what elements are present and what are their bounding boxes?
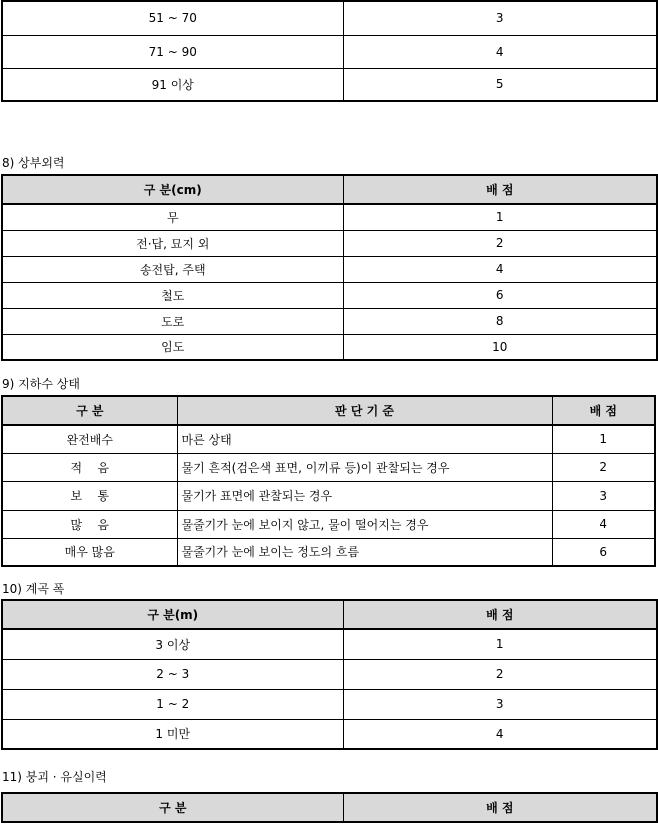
range-cell: 71 ~ 90 xyxy=(2,35,343,68)
table-section-10 xyxy=(1,599,658,750)
table-row xyxy=(2,481,655,510)
table-row xyxy=(2,510,655,538)
score-cell: 3 xyxy=(343,1,657,35)
label-cell: 매우 많음 xyxy=(2,538,177,566)
label-cell: 전·답, 묘지 외 xyxy=(2,230,343,256)
table-row xyxy=(2,256,657,282)
table-row xyxy=(2,204,657,230)
range-cell: 91 이상 xyxy=(2,68,343,101)
table-row xyxy=(2,1,657,35)
criteria-cell: 물줄기가 눈에 보이는 정도의 흐름 xyxy=(177,538,552,566)
header-criteria: 판 단 기 준 xyxy=(177,396,552,425)
table-row xyxy=(2,689,657,719)
score-cell: 6 xyxy=(343,282,657,308)
range-cell: 51 ~ 70 xyxy=(2,1,343,35)
score-cell: 1 xyxy=(552,425,655,453)
score-cell: 1 xyxy=(343,204,657,230)
score-cell: 8 xyxy=(343,308,657,334)
header-score: 배 점 xyxy=(343,175,657,204)
label-cell: 많 음 xyxy=(2,510,177,538)
section-10-title: 10) 계곡 폭 xyxy=(2,582,65,596)
header-score: 배 점 xyxy=(343,600,657,629)
table-row xyxy=(2,282,657,308)
label-cell: 도로 xyxy=(2,308,343,334)
header-category: 구 분(cm) xyxy=(2,175,343,204)
table-row xyxy=(2,629,657,659)
section-9-title: 9) 지하수 상태 xyxy=(2,377,80,391)
section-11-title: 11) 붕괴 · 유실이력 xyxy=(2,770,107,784)
table-row xyxy=(2,659,657,689)
table-row xyxy=(2,538,655,566)
table-header-row xyxy=(2,396,655,425)
header-category: 구 분(m) xyxy=(2,600,343,629)
criteria-cell: 물줄기가 눈에 보이지 않고, 물이 떨어지는 경우 xyxy=(177,510,552,538)
table-row xyxy=(2,308,657,334)
score-cell: 10 xyxy=(343,334,657,360)
header-score: 배 점 xyxy=(552,396,655,425)
table-section-8 xyxy=(1,174,658,361)
label-cell: 완전배수 xyxy=(2,425,177,453)
label-cell: 임도 xyxy=(2,334,343,360)
criteria-cell: 물기 흔적(검은색 표면, 이끼류 등)이 관찰되는 경우 xyxy=(177,453,552,481)
criteria-cell: 마른 상태 xyxy=(177,425,552,453)
header-score: 배 점 xyxy=(343,793,657,822)
table-section-11 xyxy=(1,792,658,823)
table-header-row xyxy=(2,175,657,204)
label-cell: 2 ~ 3 xyxy=(2,659,343,689)
table-row xyxy=(2,425,655,453)
table-row xyxy=(2,334,657,360)
label-cell: 적 음 xyxy=(2,453,177,481)
label-cell: 1 ~ 2 xyxy=(2,689,343,719)
table-section-9 xyxy=(1,395,656,567)
table-row xyxy=(2,453,655,481)
table-row xyxy=(2,719,657,749)
table-row xyxy=(2,35,657,68)
score-cell: 2 xyxy=(343,230,657,256)
score-cell: 4 xyxy=(343,719,657,749)
label-cell: 1 미만 xyxy=(2,719,343,749)
header-category: 구 분 xyxy=(2,396,177,425)
score-cell: 4 xyxy=(343,35,657,68)
table-row xyxy=(2,68,657,101)
score-cell: 2 xyxy=(552,453,655,481)
score-cell: 6 xyxy=(552,538,655,566)
label-cell: 무 xyxy=(2,204,343,230)
score-cell: 3 xyxy=(343,689,657,719)
score-cell: 5 xyxy=(343,68,657,101)
label-cell: 철도 xyxy=(2,282,343,308)
table-header-row xyxy=(2,793,657,822)
score-cell: 3 xyxy=(552,481,655,510)
criteria-cell: 물기가 표면에 관찰되는 경우 xyxy=(177,481,552,510)
label-cell: 3 이상 xyxy=(2,629,343,659)
table-top-continuation xyxy=(1,0,658,102)
table-header-row xyxy=(2,600,657,629)
score-cell: 1 xyxy=(343,629,657,659)
table-row xyxy=(2,230,657,256)
label-cell: 송전탑, 주택 xyxy=(2,256,343,282)
header-category: 구 분 xyxy=(2,793,343,822)
section-8-title: 8) 상부외력 xyxy=(2,156,65,170)
score-cell: 2 xyxy=(343,659,657,689)
score-cell: 4 xyxy=(343,256,657,282)
label-cell: 보 통 xyxy=(2,481,177,510)
score-cell: 4 xyxy=(552,510,655,538)
